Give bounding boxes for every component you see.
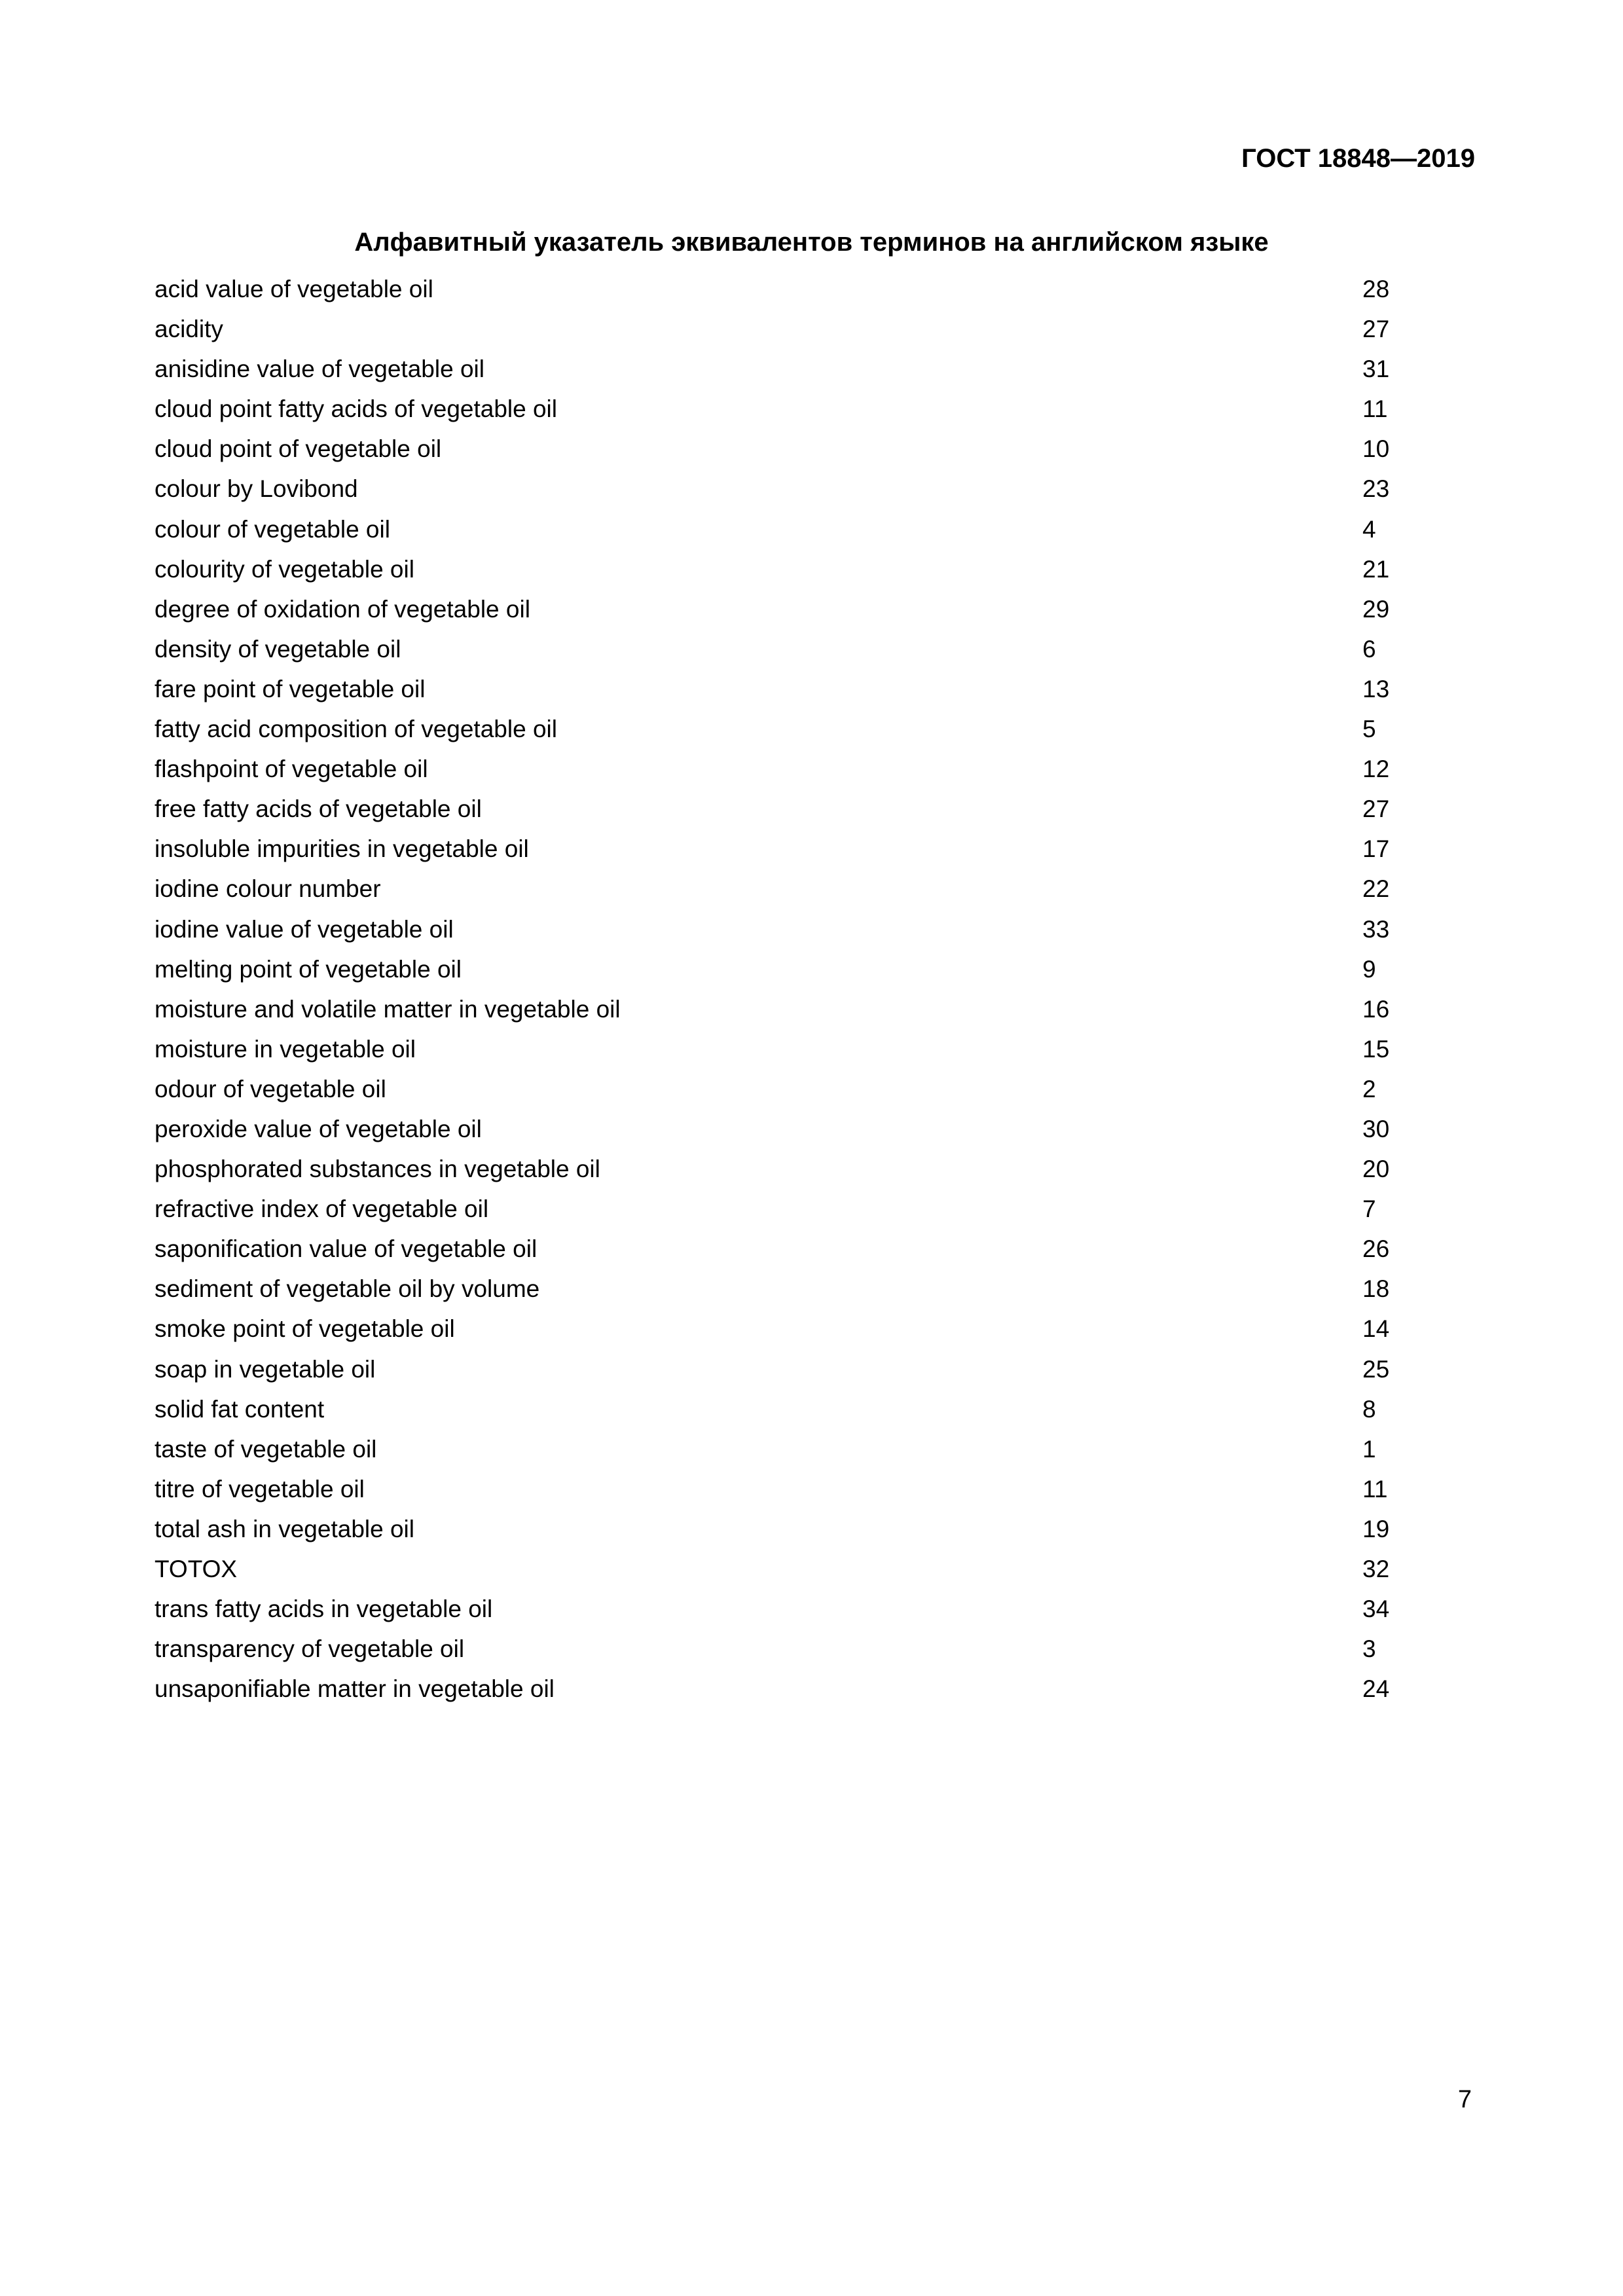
document-code: ГОСТ 18848—2019 bbox=[1241, 144, 1475, 173]
index-ref: 18 bbox=[1362, 1275, 1390, 1303]
index-term: colourity of vegetable oil bbox=[155, 555, 414, 583]
index-ref: 28 bbox=[1362, 276, 1390, 302]
index-entry bbox=[155, 395, 1405, 435]
index-ref: 6 bbox=[1362, 635, 1376, 663]
index-ref: 25 bbox=[1362, 1355, 1390, 1383]
index-term: unsaponifiable matter in vegetable oil bbox=[155, 1675, 555, 1703]
index-ref: 9 bbox=[1362, 955, 1376, 983]
index-term: acid value of vegetable oil bbox=[155, 276, 433, 302]
index-term: degree of oxidation of vegetable oil bbox=[155, 595, 530, 623]
index-entry bbox=[155, 755, 1405, 795]
index-entry bbox=[155, 315, 1405, 355]
index-ref: 30 bbox=[1362, 1115, 1390, 1142]
term-index-list bbox=[155, 275, 1405, 1715]
index-term: solid fat content bbox=[155, 1395, 325, 1423]
page-number: 7 bbox=[1457, 2086, 1472, 2113]
index-ref: 11 bbox=[1362, 395, 1388, 423]
index-entry bbox=[155, 1275, 1405, 1315]
index-term: transparency of vegetable oil bbox=[155, 1635, 465, 1663]
index-term: titre of vegetable oil bbox=[155, 1475, 365, 1503]
index-entry bbox=[155, 1035, 1405, 1075]
index-entry bbox=[155, 1355, 1405, 1395]
index-ref: 11 bbox=[1362, 1475, 1388, 1503]
index-term: sediment of vegetable oil by volume bbox=[155, 1275, 540, 1303]
index-ref: 19 bbox=[1362, 1515, 1390, 1542]
index-ref: 12 bbox=[1362, 756, 1390, 783]
index-ref: 31 bbox=[1362, 355, 1390, 383]
index-term: smoke point of vegetable oil bbox=[155, 1315, 455, 1343]
index-ref: 15 bbox=[1362, 1035, 1390, 1063]
index-entry bbox=[155, 795, 1405, 835]
index-ref: 20 bbox=[1362, 1156, 1390, 1183]
index-term: phosphorated substances in vegetable oil bbox=[155, 1156, 600, 1183]
index-entry bbox=[155, 1315, 1405, 1355]
index-term: insoluble impurities in vegetable oil bbox=[155, 835, 529, 863]
index-title: Алфавитный указатель эквивалентов терминов на английском языке bbox=[354, 228, 1269, 257]
index-term: taste of vegetable oil bbox=[155, 1435, 377, 1463]
index-entry bbox=[155, 515, 1405, 555]
index-term: saponification value of vegetable oil bbox=[155, 1235, 538, 1263]
index-term: colour by Lovibond bbox=[155, 475, 358, 503]
index-entry bbox=[155, 1635, 1405, 1675]
index-entry bbox=[155, 435, 1405, 475]
index-ref: 5 bbox=[1362, 716, 1376, 743]
index-entry bbox=[155, 1435, 1405, 1475]
index-entry bbox=[155, 675, 1405, 715]
index-ref: 23 bbox=[1362, 475, 1390, 503]
index-entry bbox=[155, 715, 1405, 755]
index-ref: 21 bbox=[1362, 555, 1390, 583]
index-entry bbox=[155, 1155, 1405, 1195]
index-ref: 17 bbox=[1362, 835, 1390, 863]
index-term: melting point of vegetable oil bbox=[155, 955, 462, 983]
index-term: acidity bbox=[155, 316, 223, 343]
index-entry bbox=[155, 955, 1405, 995]
index-entry bbox=[155, 1675, 1405, 1715]
index-entry bbox=[155, 1195, 1405, 1235]
index-term: odour of vegetable oil bbox=[155, 1075, 386, 1102]
index-ref: 34 bbox=[1362, 1595, 1390, 1623]
index-term: soap in vegetable oil bbox=[155, 1355, 376, 1383]
index-ref: 1 bbox=[1362, 1435, 1376, 1463]
index-ref: 8 bbox=[1362, 1395, 1376, 1423]
index-term: iodine value of vegetable oil bbox=[155, 915, 454, 943]
index-term: fare point of vegetable oil bbox=[155, 675, 426, 702]
index-ref: 16 bbox=[1362, 995, 1390, 1023]
index-entry bbox=[155, 915, 1405, 955]
index-entry bbox=[155, 1395, 1405, 1435]
index-entry bbox=[155, 555, 1405, 595]
index-term: flashpoint of vegetable oil bbox=[155, 756, 428, 783]
index-ref: 33 bbox=[1362, 915, 1390, 943]
index-ref: 4 bbox=[1362, 515, 1376, 543]
index-term: peroxide value of vegetable oil bbox=[155, 1115, 482, 1142]
index-entry bbox=[155, 1075, 1405, 1115]
index-term: trans fatty acids in vegetable oil bbox=[155, 1595, 493, 1623]
index-term: TOTOX bbox=[155, 1556, 238, 1582]
index-term: density of vegetable oil bbox=[155, 635, 401, 663]
index-entry bbox=[155, 355, 1405, 395]
index-entry bbox=[155, 875, 1405, 915]
index-ref: 2 bbox=[1362, 1075, 1376, 1102]
index-entry bbox=[155, 835, 1405, 875]
index-term: colour of vegetable oil bbox=[155, 515, 390, 543]
index-term: iodine colour number bbox=[155, 875, 381, 903]
index-ref: 24 bbox=[1362, 1675, 1390, 1703]
index-term: anisidine value of vegetable oil bbox=[155, 355, 484, 383]
index-entry bbox=[155, 1235, 1405, 1275]
index-entry bbox=[155, 1115, 1405, 1155]
index-term: refractive index of vegetable oil bbox=[155, 1195, 489, 1223]
index-entry bbox=[155, 475, 1405, 515]
index-ref: 10 bbox=[1362, 435, 1390, 463]
index-entry bbox=[155, 635, 1405, 675]
index-ref: 3 bbox=[1362, 1635, 1376, 1663]
index-entry bbox=[155, 1555, 1405, 1595]
index-term: moisture and volatile matter in vegetable oil bbox=[155, 995, 621, 1023]
index-term: cloud point of vegetable oil bbox=[155, 435, 442, 463]
index-term: cloud point fatty acids of vegetable oil bbox=[155, 395, 557, 423]
index-ref: 29 bbox=[1362, 595, 1390, 623]
index-term: fatty acid composition of vegetable oil bbox=[155, 716, 557, 743]
index-ref: 7 bbox=[1362, 1195, 1376, 1223]
index-entry bbox=[155, 275, 1405, 315]
index-entry bbox=[155, 1595, 1405, 1635]
index-ref: 13 bbox=[1362, 675, 1390, 702]
index-entry bbox=[155, 595, 1405, 635]
index-entry bbox=[155, 1515, 1405, 1555]
index-ref: 27 bbox=[1362, 316, 1390, 343]
index-entry bbox=[155, 995, 1405, 1035]
index-ref: 22 bbox=[1362, 875, 1390, 903]
index-ref: 14 bbox=[1362, 1315, 1390, 1343]
index-ref: 26 bbox=[1362, 1235, 1390, 1263]
index-term: total ash in vegetable oil bbox=[155, 1515, 414, 1542]
index-ref: 27 bbox=[1362, 795, 1390, 823]
index-term: free fatty acids of vegetable oil bbox=[155, 795, 482, 823]
index-ref: 32 bbox=[1362, 1556, 1390, 1582]
index-entry bbox=[155, 1475, 1405, 1515]
index-term: moisture in vegetable oil bbox=[155, 1035, 416, 1063]
